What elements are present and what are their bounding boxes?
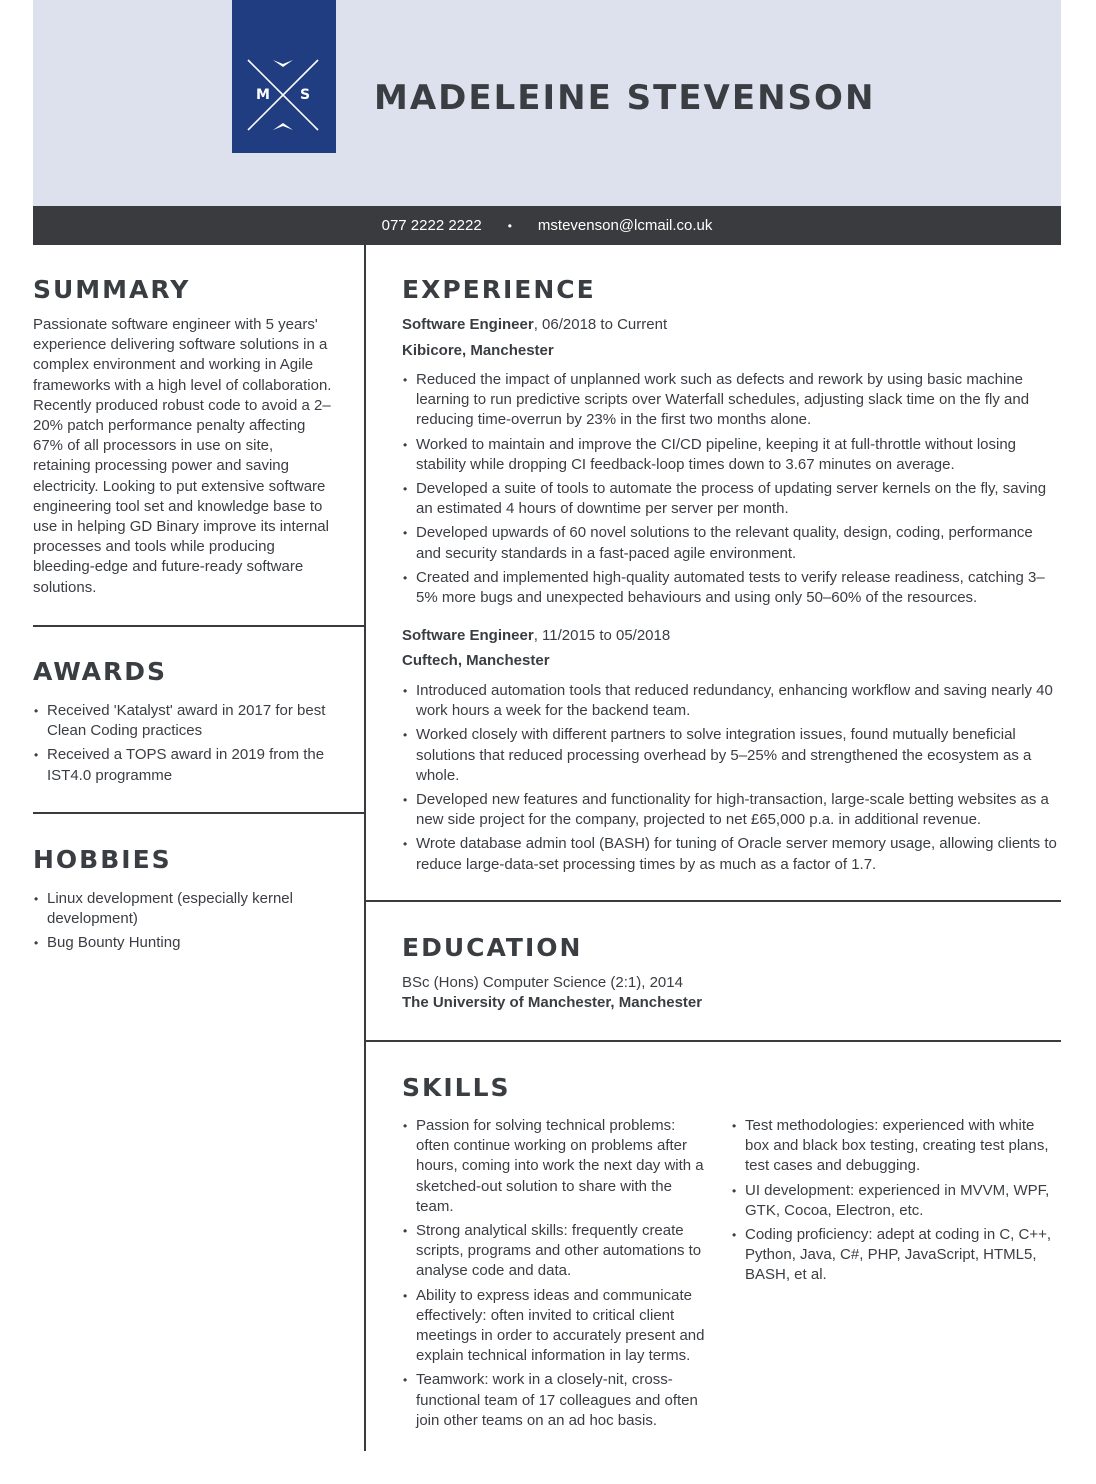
section-divider: [364, 900, 1061, 902]
job-bullet: • Introduced automation tools that reduced redundancy, enhancing workflow and saving nearly 40 work hours a week for the backend team.: [402, 681, 1060, 721]
email-link[interactable]: mstevenson@lcmail.co.uk: [537, 217, 713, 234]
hobbies-heading: HOBBIES: [33, 845, 172, 874]
job-bullet: • Worked to maintain and improve the CI/CD pipeline, keeping it at full-throttle without losing stability while dropping CI feedback-loop times down to 3.67 minutes on average.: [402, 435, 1060, 475]
education-heading: EDUCATION: [402, 933, 583, 962]
section-divider: [33, 812, 364, 814]
monogram-letter-m: M: [256, 87, 270, 103]
phone-number: 077 2222 2222: [381, 217, 482, 234]
monogram-logo: [232, 0, 336, 153]
job-bullet: • Reduced the impact of unplanned work such as defects and rework by using basic machine learning to run predictive scripts over Waterfall schedules, adjusting slack time on the fly and reducing time-overrun by 23% in the first two months alone.: [402, 370, 1060, 431]
job-title-line: [402, 626, 670, 646]
award-item: • Received a TOPS award in 2019 from the IST4.0 programme: [33, 745, 333, 785]
job-dates: , 11/2015 to 05/2018: [533, 627, 671, 644]
summary-heading: SUMMARY: [33, 275, 191, 304]
skills-heading: SKILLS: [402, 1073, 511, 1102]
section-divider: [33, 625, 364, 627]
job-bullet: • Developed upwards of 60 novel solutions to the relevant quality, design, coding, performance and security standards in a fast-paced agile environment.: [402, 523, 1060, 563]
skill-item: • Coding proficiency: adept at coding in C, C++, Python, Java, C#, PHP, JavaScript, HTML5, BASH, et al.: [731, 1225, 1061, 1286]
job-role: Software Engineer: [402, 627, 534, 644]
skill-item: • Teamwork: work in a closely-nit, cross-functional team of 17 colleagues and often join other teams on an ad hoc basis.: [402, 1370, 710, 1431]
skills-list-left: [402, 1116, 710, 1435]
column-divider: [364, 245, 366, 1451]
experience-heading: EXPERIENCE: [402, 275, 596, 304]
education-institution: The University of Manchester, Manchester: [402, 994, 703, 1011]
skill-item: • UI development: experienced in MVVM, WPF, GTK, Cocoa, Electron, etc.: [731, 1181, 1061, 1221]
contact-bar: [33, 206, 1061, 245]
job-title-line: [402, 315, 667, 335]
job-bullet: • Created and implemented high-quality automated tests to verify release readiness, catching 3–5% more bugs and unexpected behaviours and using only 50–60% of the resources.: [402, 568, 1060, 608]
monogram-cross-icon: [232, 0, 336, 153]
section-divider: [364, 1040, 1061, 1042]
skill-item: • Strong analytical skills: frequently create scripts, programs and other automations to analyse code and data.: [402, 1221, 710, 1282]
candidate-name: MADELEINE STEVENSON: [374, 78, 876, 118]
skills-list-right: [731, 1116, 1061, 1290]
awards-list: [33, 701, 333, 790]
job-company: Kibicore, Manchester: [402, 342, 554, 359]
job-bullets: [402, 370, 1060, 612]
skill-item: • Test methodologies: experienced with white box and black box testing, creating test plans, test cases and debugging.: [731, 1116, 1061, 1177]
job-dates: , 06/2018 to Current: [533, 316, 668, 333]
hobby-item: • Linux development (especially kernel development): [33, 889, 323, 929]
job-bullet: • Developed a suite of tools to automate the process of updating server kernels on the fly, saving an estimated 4 hours of downtime per server per month.: [402, 479, 1060, 519]
monogram-letter-s: S: [299, 87, 311, 103]
job-bullet: • Worked closely with different partners to solve integration issues, found mutually beneficial solutions that reduced processing overhead by 5–25% and strengthened the ecosystem as a whole.: [402, 725, 1060, 786]
hobbies-list: [33, 889, 323, 958]
contact-separator: •: [507, 218, 512, 233]
skill-item: • Ability to express ideas and communicate effectively: often invited to critical client meetings in order to accurately present and explain technical information in lay terms.: [402, 1286, 710, 1367]
hobby-item: • Bug Bounty Hunting: [33, 933, 323, 953]
skill-item: • Passion for solving technical problems: often continue working on problems after hours, coming into work the next day with a sketched-out solution to share with the team.: [402, 1116, 710, 1217]
summary-text: Passionate software engineer with 5 years' experience delivering software solutions in a complex environment and working in Agile frameworks with a high level of collaboration. Recently produced robust code to avoid a 2–20% patch performance penalty affecting 67% of all processors in use on site, retaining processing power and saving electricity. Looking to put extensive software engineering tool set and knowledge base to use in helping GD Binary improve its internal processes and tools while producing bleeding-edge and future-ready software solutions.: [33, 316, 332, 596]
job-bullets: [402, 681, 1060, 879]
job-company: Cuftech, Manchester: [402, 652, 550, 669]
job-role: Software Engineer: [402, 316, 534, 333]
awards-heading: AWARDS: [33, 657, 168, 686]
award-item: • Received 'Katalyst' award in 2017 for best Clean Coding practices: [33, 701, 333, 741]
job-bullet: • Developed new features and functionality for high-transaction, large-scale betting websites as a new side project for the company, projected to net £65,000 p.a. in additional revenue.: [402, 790, 1060, 830]
education-degree: BSc (Hons) Computer Science (2:1), 2014: [402, 974, 683, 991]
job-bullet: • Wrote database admin tool (BASH) for tuning of Oracle server memory usage, allowing clients to reduce large-data-set processing times by as much as a factor of 1.7.: [402, 834, 1060, 874]
